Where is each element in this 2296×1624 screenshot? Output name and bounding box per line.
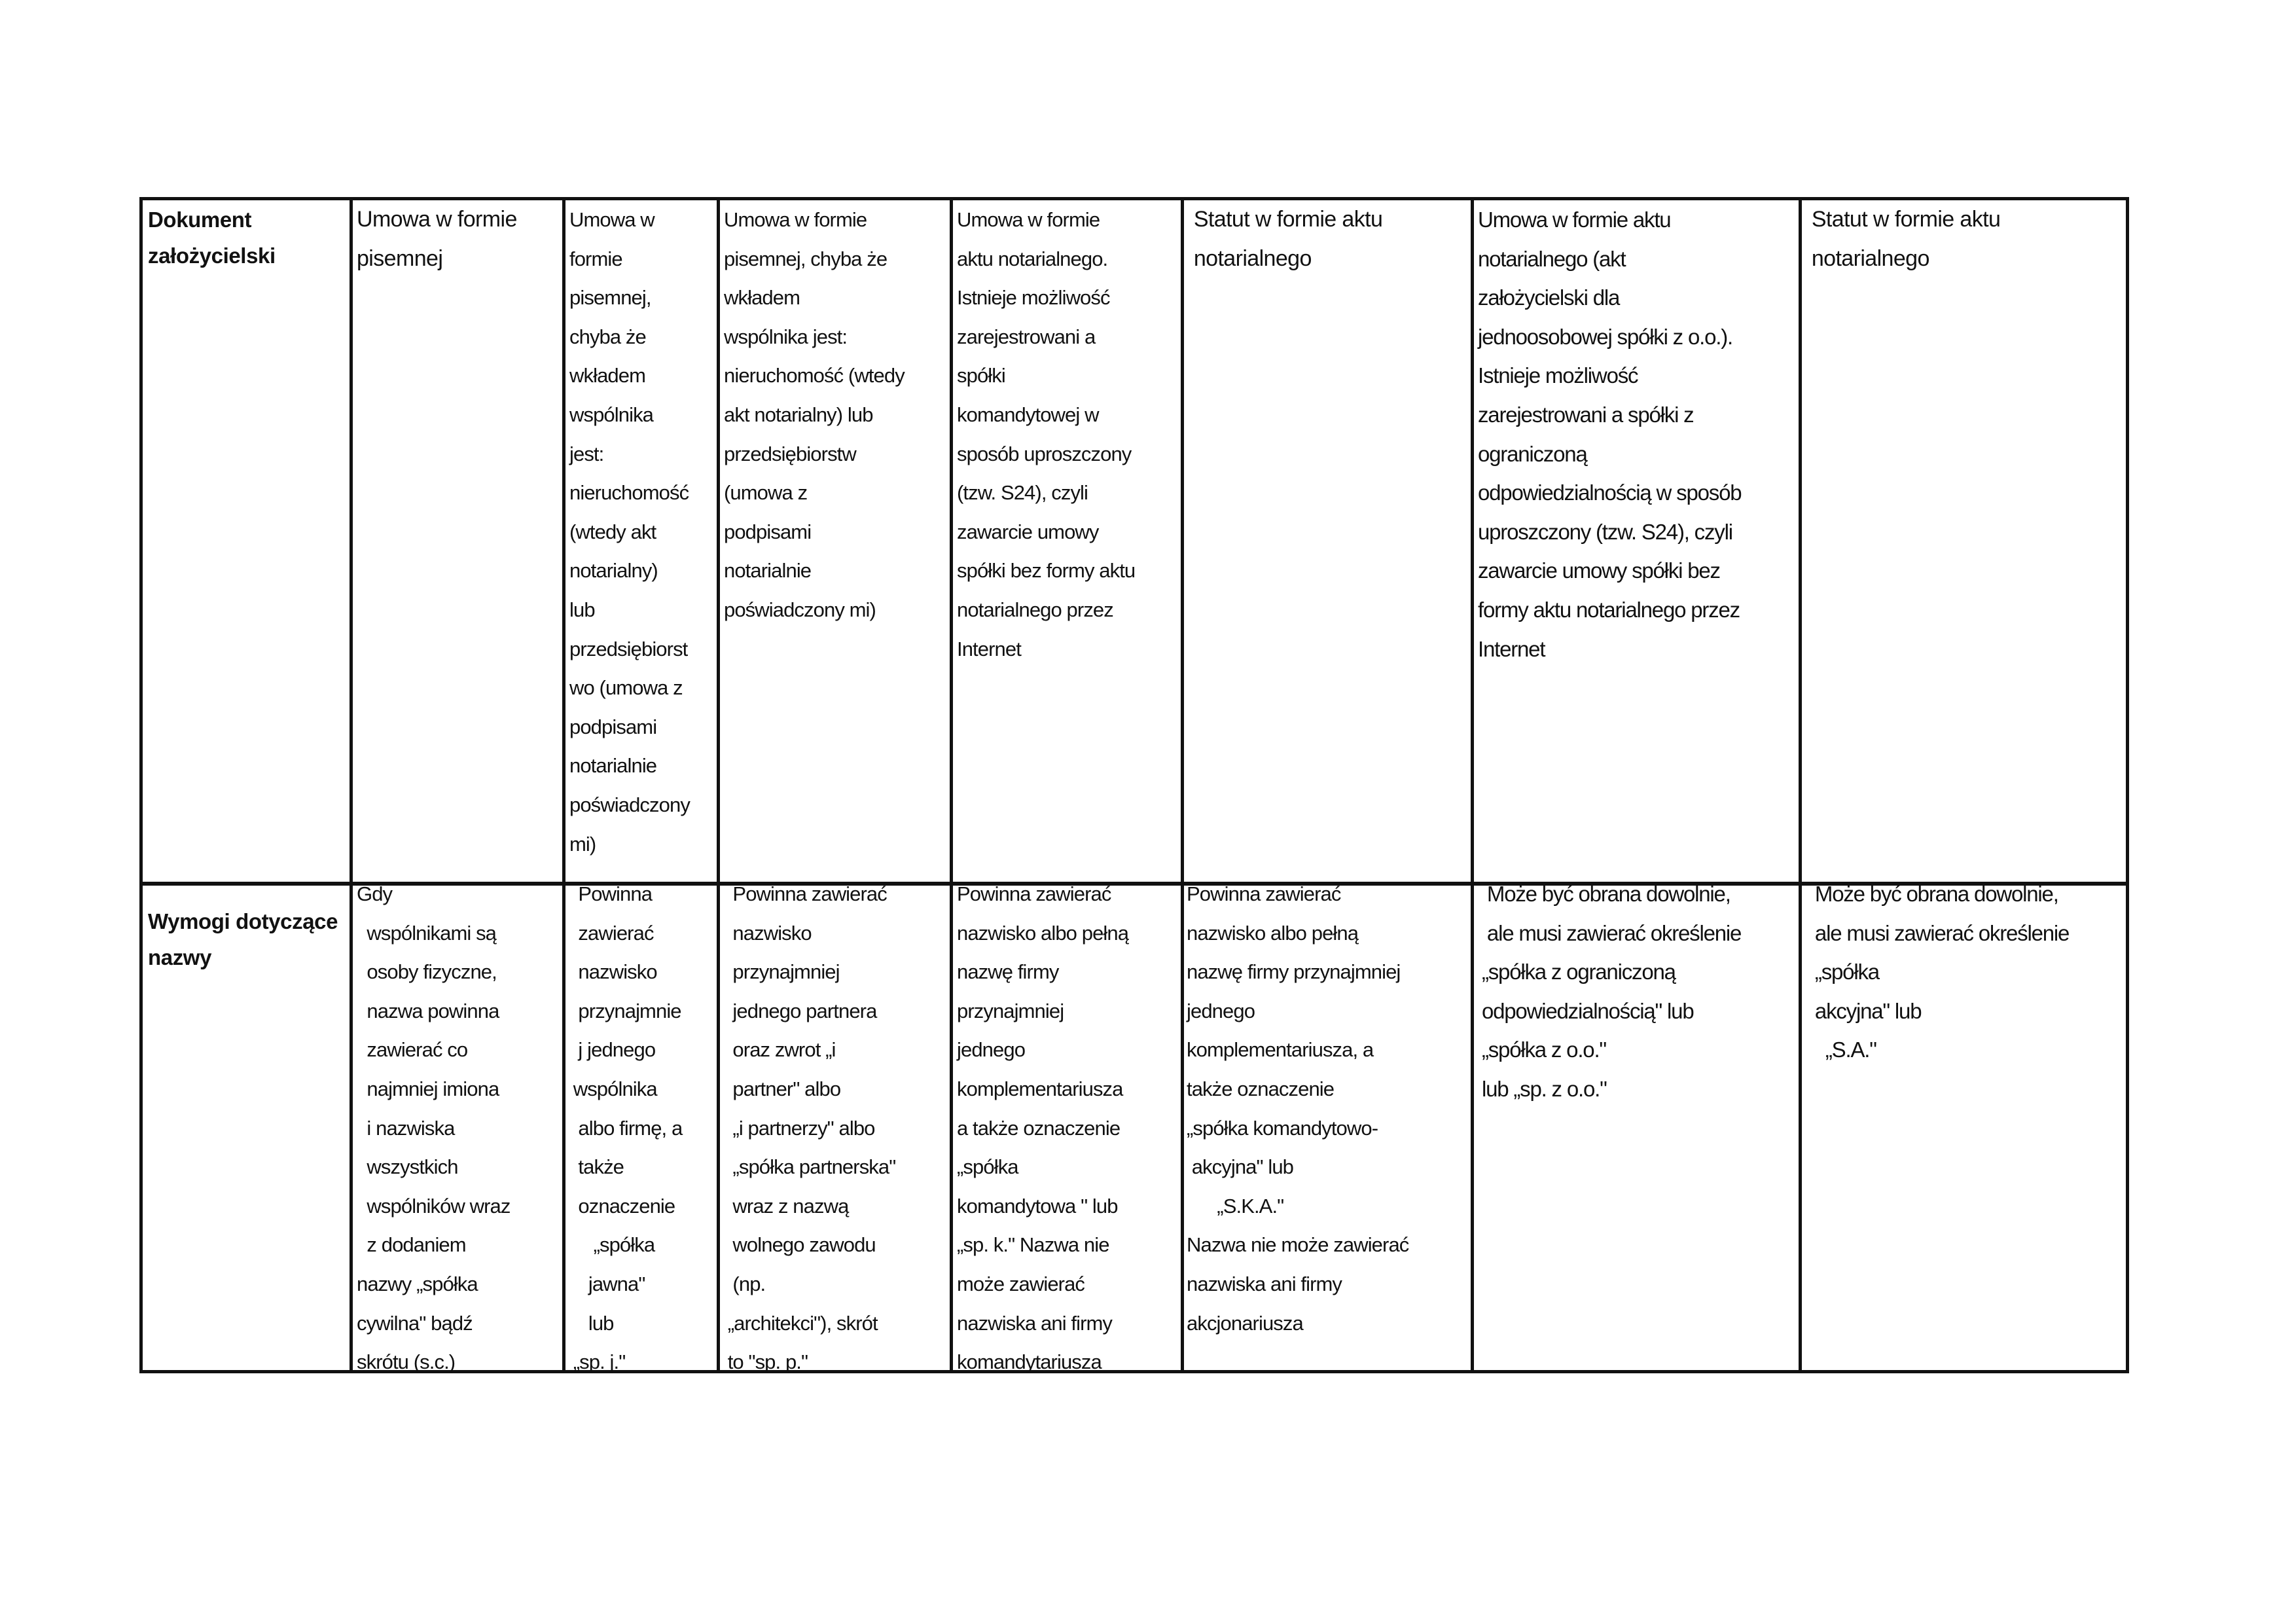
cell-text-line: lub [568,1311,614,1335]
cell-text-line: Statut w formie aktu [1806,207,2001,232]
cell-text-line: wspólnika jest: [724,325,848,348]
cell-limited-partnership-document [957,200,1181,668]
cell-text-line: notarialnego [1188,245,1312,271]
column-divider [1471,197,1474,1373]
cell-text-line: komandytariusza [957,1350,1102,1374]
cell-text-line: jawna" [568,1272,645,1295]
cell-text-line: najmniej imiona [357,1077,499,1100]
cell-limited-partnership-name [957,875,1181,1382]
cell-text-line: uproszczony (tzw. S24), czyli [1478,519,1732,544]
cell-text-line: komplementariusza [957,1077,1123,1100]
cell-text-line: nazwiska ani firmy [1187,1272,1342,1295]
cell-text-line: założycielski dla [1478,285,1620,310]
cell-text-line: akt notarialny) lub [724,403,873,426]
cell-text-line: (tzw. S24), czyli [957,481,1088,505]
cell-text-line: (np. [723,1272,766,1295]
cell-text-line: Dokument [148,208,252,232]
cell-text-line: „spółka [568,1233,655,1257]
cell-text-line: pisemnej, [569,286,651,310]
cell-text-line: komandytowej w [957,403,1099,426]
cell-general-partnership-document [569,200,717,863]
cell-text-line: odpowiedzialnością" lub [1477,998,1694,1023]
cell-text-line: cywilna" bądź [357,1311,473,1335]
cell-text-line: (wtedy akt [569,520,656,543]
cell-text-line: nazwisko [568,960,657,984]
cell-text-line: pisemnej [357,245,443,271]
cell-text-line: przedsiębiorstw [724,442,856,465]
cell-text-line: zarejestrowani a [957,325,1096,348]
cell-text-line: chyba że [569,325,646,348]
cell-text-line: założycielski [148,244,276,268]
cell-professional-partnership-document [724,200,950,630]
row-header-name-requirements [148,903,348,975]
cell-text-line: podpisami [724,520,812,543]
cell-text-line: Umowa w [569,208,655,231]
cell-text-line: Powinna zawierać [957,882,1111,905]
cell-text-line: wszystkich [357,1155,458,1179]
cell-text-line: wspólników wraz [357,1194,511,1218]
cell-text-line: wolnego zawodu [723,1233,876,1257]
cell-text-line: jednego partnera [723,999,877,1022]
cell-text-line: „spółka partnerska" [723,1155,896,1179]
cell-text-line: „spółka z ograniczoną [1477,960,1676,984]
cell-text-line: notarialny) [569,559,658,583]
cell-text-line: wraz z nazwą [723,1194,849,1218]
cell-text-line: a także oznaczenie [957,1116,1121,1140]
cell-joint-stock-company-document [1806,200,2126,278]
cell-text-line: j jednego [568,1038,656,1062]
cell-text-line: notarialnego [1806,245,1929,271]
cell-general-partnership-name [568,875,717,1382]
cell-text-line: akcyjna" lub [1804,998,1922,1023]
cell-text-line: notarialnie [724,559,812,583]
cell-text-line: mi) [569,832,596,856]
cell-text-line: przynajmnie [568,999,681,1022]
cell-text-line: Istnieje możliwość [957,286,1110,310]
cell-text-line: akcjonariusza [1187,1311,1303,1335]
cell-text-line: nieruchomość (wtedy [724,364,905,388]
column-divider [562,197,565,1373]
cell-text-line: także [568,1155,624,1179]
cell-limited-joint-stock-partnership-document [1188,200,1469,278]
cell-text-line: odpowiedzialnością w sposób [1478,480,1742,505]
cell-text-line: to "sp. p." [723,1350,808,1374]
cell-text-line: Internet [957,637,1021,660]
cell-text-line: poświadczony mi) [724,598,876,621]
cell-text-line: oznaczenie [568,1194,675,1218]
column-divider [350,197,353,1373]
cell-text-line: sposób uproszczony [957,442,1132,465]
cell-text-line: ale musi zawierać określenie [1477,920,1742,945]
cell-text-line: nazwisko albo pełną [1187,921,1359,945]
cell-text-line: notarialnego przez [957,598,1113,621]
cell-text-line: przynajmniej [723,960,840,984]
cell-text-line: nieruchomość [569,481,689,505]
cell-text-line: notarialnie [569,754,657,778]
cell-text-line: jest: [569,442,604,465]
cell-professional-partnership-name [723,875,950,1382]
cell-text-line: partner" albo [723,1077,841,1100]
cell-text-line: wspólnikami są [357,921,497,945]
cell-text-line: nazwę firmy przynajmniej [1187,960,1401,984]
cell-text-line: z dodaniem [357,1233,466,1257]
cell-text-line: zawarcie umowy spółki bez [1478,558,1720,583]
cell-joint-stock-company-name [1804,875,2125,1070]
cell-text-line: lub „sp. z o.o." [1477,1076,1607,1101]
cell-text-line: przynajmniej [957,999,1064,1022]
cell-text-line: zarejestrowani a spółki z [1478,402,1694,427]
cell-text-line: wkładem [724,286,800,310]
cell-text-line: przedsiębiorst [569,637,688,660]
cell-text-line: Statut w formie aktu [1188,207,1383,232]
cell-text-line: wo (umowa z [569,676,683,700]
cell-text-line: Powinna [568,882,653,905]
cell-text-line: poświadczony [569,793,690,816]
cell-text-line: wspólnika [569,403,654,426]
cell-text-line: „i partnerzy" albo [723,1116,875,1140]
cell-text-line: Może być obrana dowolnie, [1477,882,1731,906]
cell-llc-name [1477,875,1797,1109]
cell-limited-joint-stock-partnership-name [1187,875,1469,1343]
cell-text-line: „spółka z o.o." [1477,1038,1606,1062]
cell-text-line: komandytowa " lub [957,1194,1118,1218]
cell-text-line: aktu notarialnego. [957,247,1108,270]
cell-text-line: Może być obrana dowolnie, [1804,882,2058,906]
cell-text-line: „spółka [957,1155,1018,1179]
cell-text-line: zawierać [568,921,654,945]
cell-text-line: pisemnej, chyba że [724,247,888,270]
cell-text-line: formie [569,247,622,270]
cell-text-line: podpisami [569,715,657,738]
row-header-founding-document [148,202,348,274]
cell-text-line: nazwy [148,945,212,969]
cell-text-line: Istnieje możliwość [1478,363,1638,388]
cell-text-line: zawarcie umowy [957,520,1099,543]
cell-text-line: skrótu (s.c.) [357,1350,456,1374]
cell-text-line: akcyjna" lub [1187,1155,1294,1179]
cell-text-line: osoby fizyczne, [357,960,497,984]
cell-text-line: oraz zwrot „i [723,1038,836,1062]
cell-text-line: „sp. k." Nazwa nie [957,1233,1109,1257]
cell-text-line: Umowa w formie [357,207,517,232]
cell-text-line: jednoosobowej spółki z o.o.). [1478,324,1732,349]
cell-text-line: wkładem [569,364,646,388]
cell-text-line: „sp. j." [568,1350,626,1374]
cell-text-line: (umowa z [724,481,808,505]
cell-text-line: jednego [1187,999,1255,1022]
cell-text-line: jednego [957,1038,1026,1062]
cell-text-line: ograniczoną [1478,441,1587,466]
cell-text-line: Gdy [357,882,393,905]
cell-text-line: nazwa powinna [357,999,499,1022]
cell-text-line: nazwisko [723,921,812,945]
cell-text-line: komplementariusza, a [1187,1038,1374,1062]
cell-civil-partnership-document [357,200,561,278]
cell-text-line: lub [569,598,595,621]
cell-text-line: Powinna zawierać [1187,882,1341,905]
cell-text-line: nazwę firmy [957,960,1059,984]
cell-text-line: spółki bez formy aktu [957,559,1136,583]
cell-llc-document [1478,200,1799,668]
cell-text-line: formy aktu notarialnego przez [1478,597,1740,622]
cell-text-line: Internet [1478,636,1545,661]
cell-text-line: wspólnika [568,1077,657,1100]
column-divider [1181,197,1184,1373]
column-divider [1799,197,1802,1373]
cell-text-line: „architekci"), skrót [723,1311,878,1335]
cell-text-line: Umowa w formie [724,208,867,231]
cell-text-line: „S.K.A." [1187,1194,1284,1218]
cell-text-line: „S.A." [1804,1038,1876,1062]
cell-text-line: albo firmę, a [568,1116,683,1140]
cell-text-line: Umowa w formie aktu [1478,208,1671,232]
cell-text-line: może zawierać [957,1272,1085,1295]
column-divider [950,197,953,1373]
cell-text-line: ale musi zawierać określenie [1804,920,2070,945]
cell-text-line: nazwisko albo pełną [957,921,1129,945]
cell-civil-partnership-name [357,875,561,1382]
cell-text-line: notarialnego (akt [1478,246,1626,271]
cell-text-line: „spółka [1804,960,1879,984]
cell-text-line: spółki [957,364,1005,388]
cell-text-line: także oznaczenie [1187,1077,1335,1100]
cell-text-line: nazwiska ani firmy [957,1311,1113,1335]
cell-text-line: Umowa w formie [957,208,1100,231]
cell-text-line: i nazwiska [357,1116,455,1140]
cell-text-line: Powinna zawierać [723,882,887,905]
cell-text-line: Wymogi dotyczące [148,909,338,933]
cell-text-line: „spółka komandytowo- [1187,1116,1378,1140]
cell-text-line: nazwy „spółka [357,1272,478,1295]
cell-text-line: zawierać co [357,1038,468,1062]
cell-text-line: Nazwa nie może zawierać [1187,1233,1409,1257]
